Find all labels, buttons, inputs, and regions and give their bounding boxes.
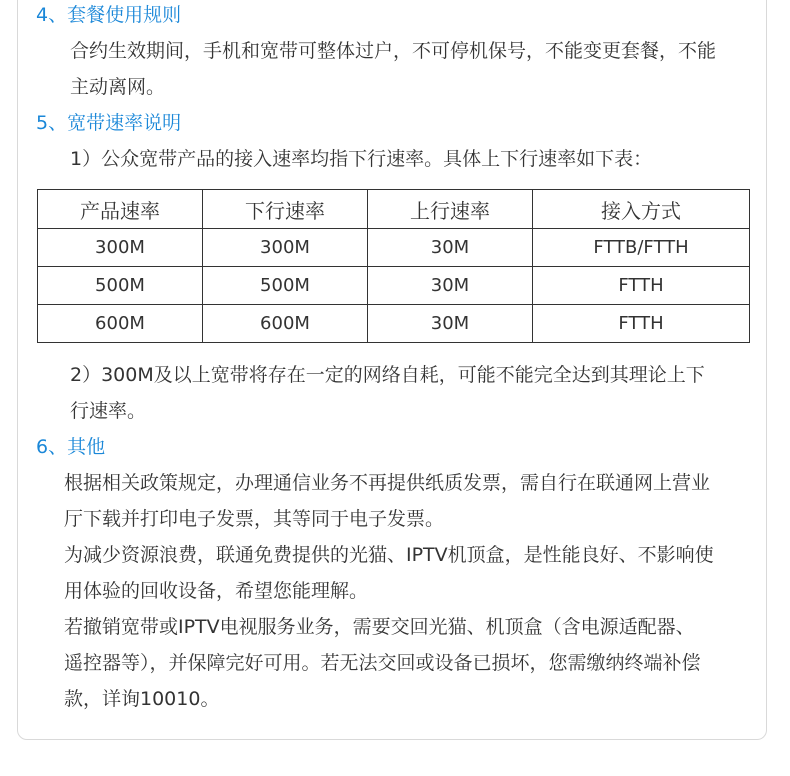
section-6-line-2: 厅下载并打印电子发票，其等同于电子发票。: [64, 508, 445, 530]
table-cell: FTTH: [533, 305, 750, 343]
section-6-line-4: 用体验的回收设备，希望您能理解。: [64, 580, 369, 602]
table-cell: 600M: [38, 305, 203, 343]
section-6-line-7: 款，详询10010。: [64, 688, 220, 710]
section-4-line-2: 主动离网。: [70, 76, 166, 98]
header-downlink-speed: 下行速率: [203, 190, 368, 229]
table-cell: 300M: [38, 229, 203, 267]
table-row: [38, 305, 750, 343]
section-6-heading: 6、其他: [36, 436, 106, 458]
header-uplink-speed: 上行速率: [368, 190, 533, 229]
section-6-line-5: 若撤销宽带或IPTV电视服务业务，需要交回光猫、机顶盒（含电源适配器、: [64, 616, 695, 638]
table-cell: 30M: [368, 305, 533, 343]
table-cell: FTTH: [533, 267, 750, 305]
speed-intro: 1）公众宽带产品的接入速率均指下行速率。具体上下行速率如下表：: [70, 148, 653, 170]
section-6-line-1: 根据相关政策规定，办理通信业务不再提供纸质发票，需自行在联通网上营业: [64, 472, 711, 494]
table-cell: 300M: [203, 229, 368, 267]
section-5-heading: 5、宽带速率说明: [36, 112, 182, 134]
section-4-heading: 4、套餐使用规则: [36, 4, 182, 26]
speed-note-line-1: 2）300M及以上宽带将存在一定的网络自耗，可能不能完全达到其理论上下: [70, 364, 705, 386]
section-6-line-6: 遥控器等），并保障完好可用。若无法交回或设备已损坏，您需缴纳终端补偿: [64, 652, 701, 674]
section-4-line-1: 合约生效期间，手机和宽带可整体过户，不可停机保号，不能变更套餐，不能: [70, 40, 717, 62]
header-product-speed: 产品速率: [38, 190, 203, 229]
table-row: [38, 267, 750, 305]
table-cell: 500M: [38, 267, 203, 305]
speed-note-line-2: 行速率。: [70, 400, 147, 422]
speed-table: [37, 189, 750, 343]
table-row: [38, 229, 750, 267]
table-cell: FTTB/FTTH: [533, 229, 750, 267]
table-cell: 500M: [203, 267, 368, 305]
table-cell: 30M: [368, 267, 533, 305]
header-access-mode: 接入方式: [533, 190, 750, 229]
table-cell: 600M: [203, 305, 368, 343]
table-cell: 30M: [368, 229, 533, 267]
table-header-row: [38, 190, 750, 229]
section-6-line-3: 为减少资源浪费，联通免费提供的光猫、IPTV机顶盒，是性能良好、不影响使: [64, 544, 714, 566]
